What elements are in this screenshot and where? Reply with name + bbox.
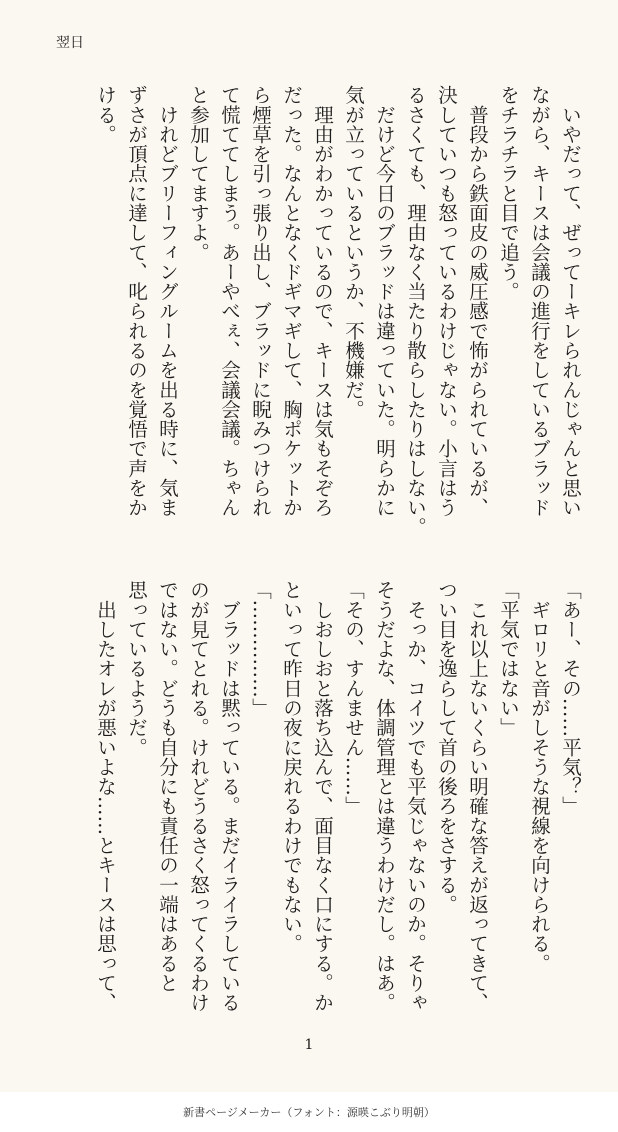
text-line: をチラチラと目で追う。 [497, 85, 520, 302]
chapter-heading: 翌日 [56, 35, 84, 51]
text-line: るさくても、理由なく当たり散らしたりはしない。 [404, 85, 427, 537]
text-line: ける。 [94, 85, 117, 144]
text-line: 「あー、その……平気？」 [559, 580, 582, 816]
upper-text-block [0, 85, 618, 540]
text-line: 「平気ではない」 [497, 580, 520, 738]
text-line: 気が立っているというか、不機嫌だ。 [342, 85, 365, 419]
text-line: ギロリと音がしそうな視線を向けられる。 [528, 580, 551, 973]
text-line: そうだよな、体調管理とは違うわけだし。はあ。 [373, 580, 396, 1013]
text-line: 「……………」 [249, 580, 272, 718]
text-line: これ以上ないくらい明確な答えが返ってきて、 [466, 580, 489, 1013]
text-line: ら煙草を引っ張り出し、ブラッドに睨みつけられ [249, 85, 272, 518]
text-line: 思っているようだ。 [125, 580, 148, 757]
page-number: 1 [304, 1037, 314, 1053]
text-line: けれどブリーフィングルームを出る時に、気ま [156, 85, 179, 518]
text-line: て慌ててしまう。あーやべぇ、会議会議。ちゃん [218, 85, 241, 518]
text-line: と参加してますよ。 [187, 85, 210, 262]
lower-text-block [0, 580, 618, 1035]
text-line: ではない。どうも自分にも責任の一端はあると [156, 580, 179, 993]
text-line: ながら、キースは会議の進行をしているブラッド [528, 85, 551, 518]
text-line: しおしおと落ち込んで、面目なく口にする。か [311, 580, 334, 1013]
text-line: 決していつも怒っているわけじゃない。小言はう [435, 85, 458, 518]
text-line: だった。なんとなくドギマギして、胸ポケットか [280, 85, 303, 518]
text-line: のが見てとれる。けれどうるさく怒ってくるわけ [187, 580, 210, 1013]
text-line: 出したオレが悪いよな……とキースは思って、 [94, 580, 117, 1013]
text-line: といって昨日の夜に戻れるわけでもない。 [280, 580, 303, 954]
footer-credit: 新書ページメーカー（フォント：源暎こぶり明朝） [183, 1106, 435, 1119]
text-line: いやだって、ぜってーキレられんじゃんと思い [559, 85, 582, 518]
text-line: 理由がわかっているので、キースは気もそぞろ [311, 85, 334, 518]
text-line: ブラッドは黙っている。まだイライラしている [218, 580, 241, 1013]
text-line: 普段から鉄面皮の威圧感で怖がられているが、 [466, 85, 489, 518]
text-line: ずさが頂点に達して、叱られるのを覚悟で声をか [125, 85, 148, 518]
text-line: だけど今日のブラッドは違っていた。明らかに [373, 85, 396, 518]
text-line: 「その、すんません……」 [342, 580, 365, 816]
text-line: つい目を逸らして首の後ろをさする。 [435, 580, 458, 914]
text-line: そっか、コイツでも平気じゃないのか。そりゃ [404, 580, 427, 1013]
